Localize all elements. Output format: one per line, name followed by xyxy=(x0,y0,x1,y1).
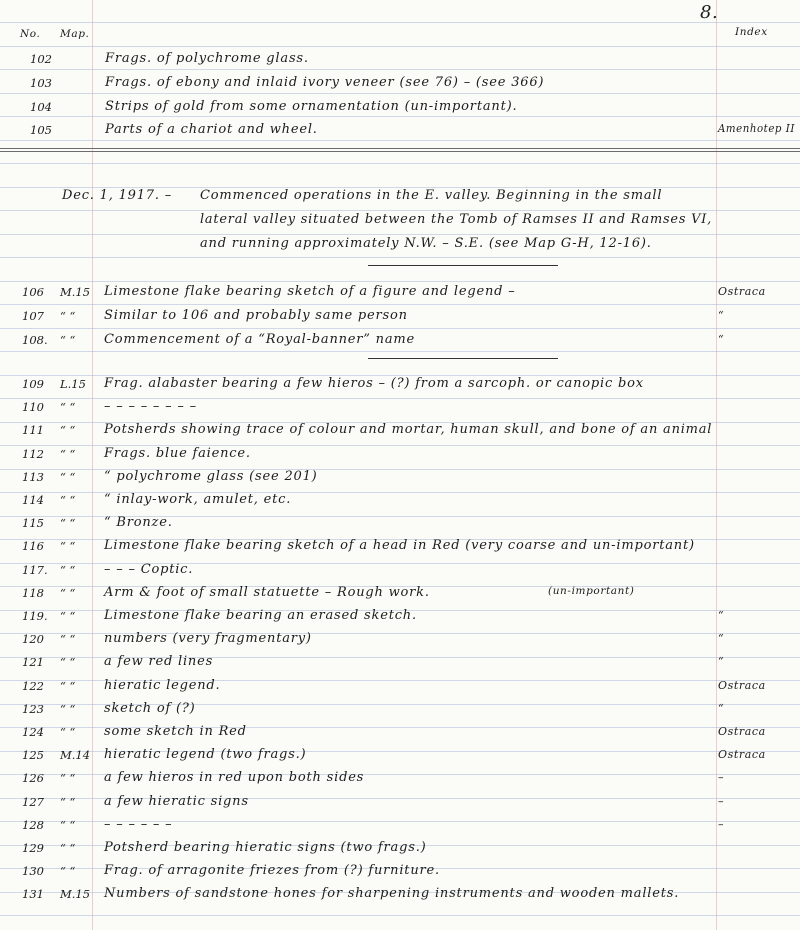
entry-number: 119. xyxy=(22,609,48,623)
entry-description: Limestone flake bearing sketch of a head in Red (very coarse and un-important) xyxy=(104,538,695,554)
entry-map-ref: “ “ xyxy=(60,400,76,415)
entry-map-ref: “ “ xyxy=(60,725,76,739)
entry-number: 110 xyxy=(22,400,44,415)
entry-map-ref: “ “ xyxy=(60,539,76,554)
entry-number: 118 xyxy=(22,585,44,600)
index-entry: – xyxy=(718,771,725,785)
index-entry: Ostraca xyxy=(718,678,766,692)
index-entry: – xyxy=(718,817,725,831)
entry-description: Frags. blue faience. xyxy=(104,445,251,461)
entry-number: 114 xyxy=(22,493,44,507)
entry-map-ref: “ “ xyxy=(60,493,76,507)
entry-note: (un-important) xyxy=(548,584,635,597)
entry-map-ref: “ “ xyxy=(60,841,76,855)
entry-description: – – – – – – xyxy=(104,816,173,832)
header-index: Index xyxy=(735,26,768,38)
entry-description: Limestone flake bearing sketch of a figure and legend – xyxy=(104,284,516,299)
ruled-line xyxy=(0,93,800,94)
index-entry: Ostraca xyxy=(718,748,766,762)
short-divider xyxy=(368,358,558,359)
entry-number: 103 xyxy=(30,76,52,90)
entry-number: 130 xyxy=(22,864,44,879)
entry-map-ref: M.15 xyxy=(60,887,91,902)
ruled-line xyxy=(0,22,800,23)
entry-map-ref: “ “ xyxy=(60,794,76,809)
entry-description: a few hieratic signs xyxy=(104,793,249,809)
entry-description: Commencement of a “Royal-banner” name xyxy=(104,332,416,347)
entry-description: a few hieros in red upon both sides xyxy=(104,770,365,786)
entry-number: 112 xyxy=(22,446,44,461)
entry-map-ref: “ “ xyxy=(60,585,76,600)
entry-description: Parts of a chariot and wheel. xyxy=(105,122,318,137)
section-divider xyxy=(0,148,800,152)
entry-map-ref: “ “ xyxy=(60,333,76,347)
entry-map-ref: “ “ xyxy=(60,771,76,786)
entry-description: a few red lines xyxy=(104,654,214,670)
entry-description: Potsherds showing trace of colour and mortar, human skull, and bone of an animal xyxy=(104,422,713,438)
page-number: 8. xyxy=(700,2,719,23)
entry-description: Frags. of polychrome glass. xyxy=(105,51,309,66)
entry-description: “ polychrome glass (see 201) xyxy=(104,468,318,484)
ruled-line xyxy=(0,328,800,329)
entry-description: hieratic legend (two frags.) xyxy=(104,747,307,763)
header-no: No. xyxy=(20,28,41,40)
entry-map-ref: “ “ xyxy=(60,678,76,693)
entry-map-ref: “ “ xyxy=(60,516,76,531)
entry-number: 109 xyxy=(22,377,44,391)
note-date: Dec. 1, 1917. – xyxy=(62,188,173,203)
entry-description: Frag. of arragonite friezes from (?) furniture. xyxy=(104,863,440,879)
entry-description: Arm & foot of small statuette – Rough work. xyxy=(104,584,430,600)
entry-description: Frags. of ebony and inlaid ivory veneer (see 76) – (see 366) xyxy=(105,75,545,90)
entry-map-ref: “ “ xyxy=(60,423,76,438)
margin-line-left xyxy=(92,0,93,930)
short-divider xyxy=(368,265,558,266)
ruled-line xyxy=(0,257,800,258)
entry-map-ref: “ “ xyxy=(60,309,76,323)
entry-description: Similar to 106 and probably same person xyxy=(104,308,408,323)
entry-map-ref: “ “ xyxy=(60,609,76,623)
entry-map-ref: M.15 xyxy=(60,285,91,299)
entry-map-ref: “ “ xyxy=(60,817,76,832)
ruled-line xyxy=(0,140,800,141)
note-line: Commenced operations in the E. valley. Beginning in the small xyxy=(200,188,663,203)
entry-description: Limestone flake bearing an erased sketch. xyxy=(104,608,417,623)
entry-description: – – – Coptic. xyxy=(104,561,194,577)
entry-map-ref: M.14 xyxy=(60,748,91,763)
entry-description: some sketch in Red xyxy=(104,724,247,739)
entry-map-ref: “ “ xyxy=(60,701,76,716)
index-entry: “ xyxy=(718,609,725,622)
entry-number: 120 xyxy=(22,632,44,647)
entry-map-ref: L.15 xyxy=(60,377,86,391)
entry-map-ref: “ “ xyxy=(60,632,76,647)
ruled-line xyxy=(0,234,800,235)
note-line: lateral valley situated between the Tomb of Ramses II and Ramses VI, xyxy=(200,212,712,227)
entry-description: sketch of (?) xyxy=(104,700,196,716)
entry-number: 125 xyxy=(22,748,44,763)
ruled-line xyxy=(0,281,800,282)
entry-description: Potsherd bearing hieratic signs (two frags.) xyxy=(104,840,427,855)
header-map: Map. xyxy=(60,28,90,40)
entry-number: 108. xyxy=(22,333,48,347)
entry-number: 104 xyxy=(30,100,52,114)
index-entry: “ xyxy=(718,701,725,715)
entry-number: 121 xyxy=(22,655,44,670)
margin-line-right xyxy=(716,0,717,930)
index-entry: “ xyxy=(718,655,725,669)
entry-description: “ inlay-work, amulet, etc. xyxy=(104,492,292,507)
entry-map-ref: “ “ xyxy=(60,469,76,484)
entry-number: 106 xyxy=(22,285,44,299)
entry-description: Numbers of sandstone hones for sharpening instruments and wooden mallets. xyxy=(104,886,680,902)
entry-number: 107 xyxy=(22,309,44,323)
entry-number: 102 xyxy=(30,52,52,66)
entry-description: numbers (very fragmentary) xyxy=(104,631,312,647)
entry-map-ref: “ “ xyxy=(60,655,76,670)
entry-number: 111 xyxy=(22,423,44,438)
entry-description: Strips of gold from some ornamentation (un-important). xyxy=(105,99,518,114)
entry-map-ref: “ “ xyxy=(60,446,76,461)
entry-number: 105 xyxy=(30,123,52,137)
ruled-line xyxy=(0,915,800,916)
index-entry: Amenhotep II xyxy=(718,122,795,135)
ruled-line xyxy=(0,46,800,47)
index-entry: Ostraca xyxy=(718,725,766,738)
entry-number: 131 xyxy=(22,887,44,902)
entry-number: 129 xyxy=(22,841,44,855)
ruled-line xyxy=(0,351,800,352)
entry-description: “ Bronze. xyxy=(104,515,173,531)
entry-number: 116 xyxy=(22,539,44,554)
entry-number: 124 xyxy=(22,725,44,739)
entry-number: 113 xyxy=(22,469,44,484)
index-entry: “ xyxy=(718,632,725,646)
index-entry: “ xyxy=(718,333,725,346)
ruled-line xyxy=(0,210,800,211)
entry-description: Frag. alabaster bearing a few hieros – (?) from a sarcoph. or canopic box xyxy=(104,376,644,391)
entry-map-ref: “ “ xyxy=(60,562,76,577)
entry-number: 115 xyxy=(22,516,44,531)
entry-number: 117. xyxy=(22,562,48,577)
ruled-line xyxy=(0,163,800,164)
ruled-line xyxy=(0,304,800,305)
ruled-line xyxy=(0,116,800,117)
entry-description: – – – – – – – – xyxy=(104,399,197,415)
entry-number: 127 xyxy=(22,794,44,809)
entry-number: 123 xyxy=(22,701,44,716)
note-line: and running approximately N.W. – S.E. (see Map G-H, 12-16). xyxy=(200,236,652,251)
entry-description: hieratic legend. xyxy=(104,677,221,693)
entry-number: 126 xyxy=(22,771,44,786)
entry-number: 122 xyxy=(22,678,44,693)
entry-map-ref: “ “ xyxy=(60,864,76,879)
index-entry: Ostraca xyxy=(718,285,766,298)
ruled-line xyxy=(0,69,800,70)
entry-number: 128 xyxy=(22,817,44,832)
index-entry: “ xyxy=(718,309,725,322)
index-entry: – xyxy=(718,794,725,808)
